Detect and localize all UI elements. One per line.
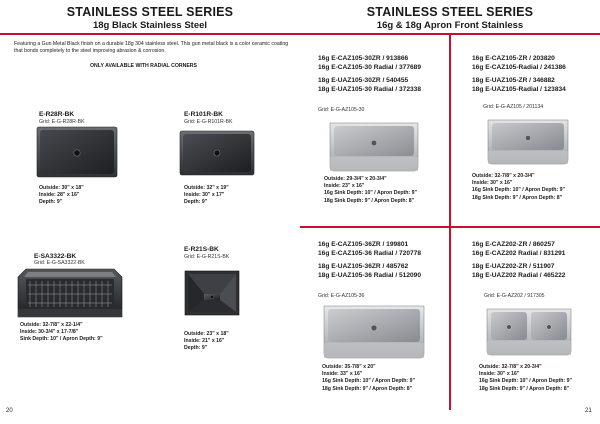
spec-inside: Inside: 30" x 16": [479, 371, 520, 378]
intro-paragraph: Featuring a Gun Metal Black finish on a durable 18g 304 stainless steel. This gun metal black is a color ceramic coating that bonds completely to the steel improving abrasion & corrosion.: [14, 41, 289, 54]
spec-inside: Inside: 23" x 16": [324, 183, 365, 190]
product-specs: [20, 322, 103, 344]
spec-outside: Outside: 30" x 18": [39, 185, 84, 191]
code-line: 16g E-CAZ202 Radial / 831291: [472, 249, 566, 257]
spec-18g-depth: 18g Sink Depth: 9" / Apron Depth: 8": [322, 385, 413, 392]
spec-depth: Sink Depth: 10" / Apron Depth: 9": [20, 336, 103, 343]
code-line: 18g E-UAZ105-30ZR / 540455: [318, 77, 409, 85]
spec-18g-depth: 18g Sink Depth: 9" / Apron Depth: 8": [324, 197, 415, 204]
spec-16g-depth: 16g Sink Depth: 10" / Apron Depth: 9": [324, 190, 417, 197]
spec-18g-depth: 18g Sink Depth: 9" / Apron Depth: 8": [479, 385, 570, 392]
product-grid: Grid: E-G-AZ105-36: [318, 293, 365, 299]
product-codes: [318, 55, 421, 94]
product-specs: [472, 173, 565, 202]
spec-outside: Outside: 32" x 19": [184, 185, 229, 191]
code-line: 16g E-CAZ105-36 Radial / 720778: [318, 249, 421, 257]
code-line: 18g E-UAZ105-Radial / 123834: [472, 85, 566, 93]
left-header-subtitle: 18g Black Stainless Steel: [92, 20, 208, 31]
product-codes: [318, 241, 421, 280]
product-name: E-SA3322-BK: [34, 253, 77, 260]
right-header-subtitle: 16g & 18g Apron Front Stainless: [376, 20, 524, 31]
product-grid: Grid: E-G-R21S-BK: [184, 254, 230, 260]
spec-16g-depth: 16g Sink Depth: 10" / Apron Depth: 9": [472, 187, 565, 194]
code-line: 18g E-UAZ202-ZR / 511907: [472, 263, 555, 271]
sink-image-r28r-bk: [36, 126, 118, 178]
code-line: 16g E-CAZ202-ZR / 860257: [472, 241, 555, 248]
product-name: E-R101R-BK: [184, 111, 223, 118]
product-grid: Grid: E-G-AZ105 / 201134: [483, 104, 544, 110]
product-specs: [184, 185, 229, 207]
sink-image-az202: [485, 307, 573, 357]
code-line: 16g E-CAZ105-ZR / 203820: [472, 55, 555, 62]
spec-inside: Inside: 30-3/4" x 17-7/8": [20, 329, 79, 336]
spec-outside: Outside: 32-7/8" x 20-3/4": [479, 364, 542, 370]
code-line: 16g E-CAZ105-30 Radial / 377689: [318, 63, 421, 71]
left-header-title: STAINLESS STEEL SERIES: [66, 5, 234, 19]
radial-only-note: ONLY AVAILABLE WITH RADIAL CORNERS: [90, 63, 198, 69]
right-vertical-divider: [449, 34, 451, 410]
spec-inside: Inside: 30" x 16": [472, 180, 513, 187]
sink-image-az105-30: [328, 121, 420, 173]
spec-16g-depth: 16g Sink Depth: 10" / Apron Depth: 9": [479, 378, 572, 385]
product-grid: Grid: E-G-R101R-BK: [184, 119, 233, 125]
code-line: 16g E-CAZ105-30ZR / 913866: [318, 55, 409, 62]
product-grid: Grid: E-G-R28R-BK: [39, 119, 85, 125]
product-grid: Grid: E-G-AZ105-30: [318, 107, 365, 113]
right-header: [300, 0, 600, 31]
product-specs: [39, 185, 84, 207]
product-name: E-R28R-BK: [39, 111, 75, 118]
spec-depth: Depth: 9": [184, 345, 208, 352]
spec-outside: Outside: 23" x 18": [184, 331, 229, 337]
spec-inside: Inside: 33" x 16": [322, 371, 363, 378]
left-header-rule: [0, 33, 300, 35]
spec-depth: Depth: 9": [39, 199, 63, 206]
code-line: 18g E-UAZ105-36 Radial / 512090: [318, 271, 421, 279]
product-grid: Grid: E-G-SA3322-BK: [34, 260, 85, 266]
spec-outside: Outside: 35-7/8" x 20": [322, 364, 376, 370]
spec-inside: Inside: 21" x 16": [184, 338, 225, 345]
product-specs: [324, 176, 417, 205]
spec-inside: Inside: 30" x 17": [184, 192, 225, 199]
sink-image-az105-36: [322, 304, 426, 360]
product-specs: [184, 331, 229, 353]
code-line: 16g E-CAZ105-36ZR / 199801: [318, 241, 409, 248]
code-line: 18g E-UAZ202 Radial / 465222: [472, 271, 566, 279]
spec-18g-depth: 18g Sink Depth: 9" / Apron Depth: 8": [472, 194, 563, 201]
product-grid: Grid: E-G-AZ202 / 917305: [484, 293, 545, 299]
spec-outside: Outside: 29-3/4" x 20-3/4": [324, 176, 387, 182]
code-line: 18g E-UAZ105-30 Radial / 372338: [318, 85, 421, 93]
page-number: 20: [6, 408, 13, 414]
sink-image-az105: [486, 118, 570, 166]
sink-image-r21s-bk: [184, 270, 240, 316]
page-number: 21: [585, 408, 592, 414]
product-codes: [472, 55, 566, 94]
left-header: [0, 0, 300, 31]
spec-outside: Outside: 32-7/8" x 20-3/4": [472, 173, 535, 179]
sink-image-sa3322-bk: [16, 267, 124, 319]
spec-16g-depth: 16g Sink Depth: 10" / Apron Depth: 9": [322, 378, 415, 385]
spec-inside: Inside: 28" x 16": [39, 192, 80, 199]
right-header-title: STAINLESS STEEL SERIES: [366, 5, 534, 19]
product-specs: [322, 364, 415, 393]
code-line: 18g E-UAZ105-ZR / 346882: [472, 77, 555, 85]
spec-depth: Depth: 9": [184, 199, 208, 206]
right-page: [300, 0, 600, 424]
product-specs: [479, 364, 572, 393]
sink-image-r101r-bk: [179, 130, 255, 176]
product-codes: [472, 241, 565, 280]
spec-outside: Outside: 32-7/8" x 22-1/4": [20, 322, 83, 328]
code-line: 16g E-CAZ105-Radial / 241386: [472, 63, 566, 71]
right-horizontal-divider: [300, 226, 600, 228]
product-name: E-R21S-BK: [184, 246, 219, 253]
code-line: 18g E-UAZ105-36ZR / 485762: [318, 263, 409, 271]
